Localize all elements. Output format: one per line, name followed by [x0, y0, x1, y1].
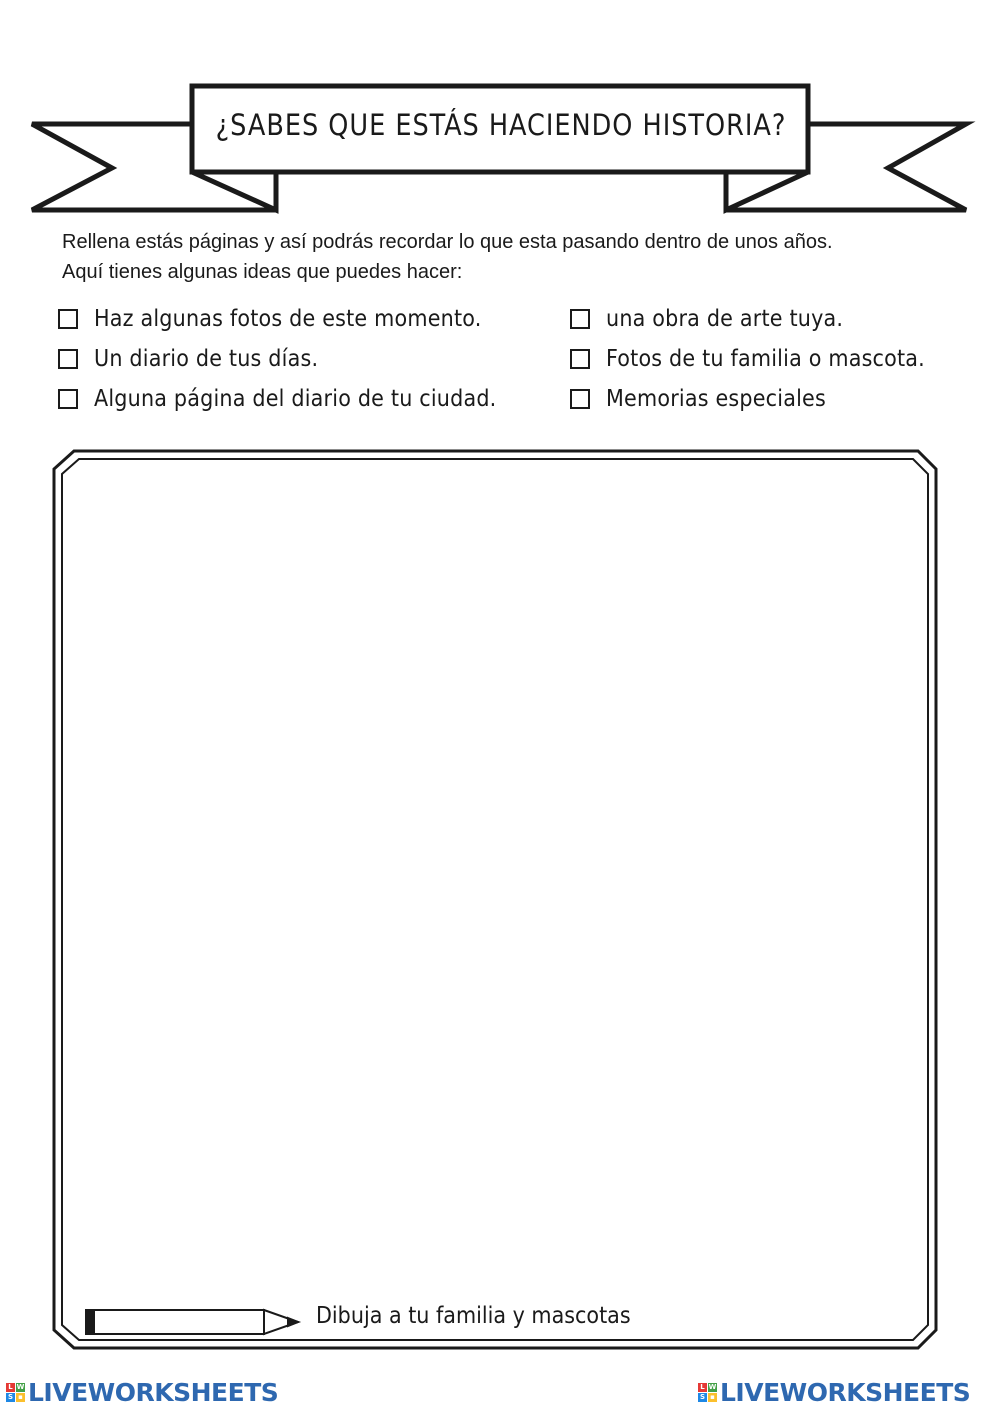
drawing-caption: Dibuja a tu familia y mascotas	[316, 1303, 631, 1329]
checklist-label: Alguna página del diario de tu ciudad.	[94, 386, 497, 412]
checklist-label: Memorias especiales	[606, 386, 826, 412]
checklist-label: Haz algunas fotos de este momento.	[94, 306, 482, 332]
intro-line: Aquí tienes algunas ideas que puedes hacer:	[62, 261, 463, 283]
checklist-label: Fotos de tu familia o mascota.	[606, 346, 925, 372]
intro-line: Rellena estás páginas y así podrás recordar lo que esta pasando dentro de unos años.	[62, 231, 833, 253]
checklist-label: una obra de arte tuya.	[606, 306, 844, 332]
banner-title: ¿SABES QUE ESTÁS HACIENDO HISTORIA?	[215, 108, 787, 142]
logo-icon: L W S ▪	[699, 1383, 717, 1401]
checklist-label: Un diario de tus días.	[94, 346, 319, 372]
pencil-icon	[86, 1310, 298, 1334]
footer-logo[interactable]	[6, 1378, 278, 1407]
logo-text: LIVEWORKSHEETS	[720, 1378, 971, 1407]
logo-icon: L W S ▪	[7, 1383, 25, 1401]
footer-logo[interactable]	[698, 1378, 970, 1407]
logo-text: LIVEWORKSHEETS	[28, 1378, 279, 1407]
